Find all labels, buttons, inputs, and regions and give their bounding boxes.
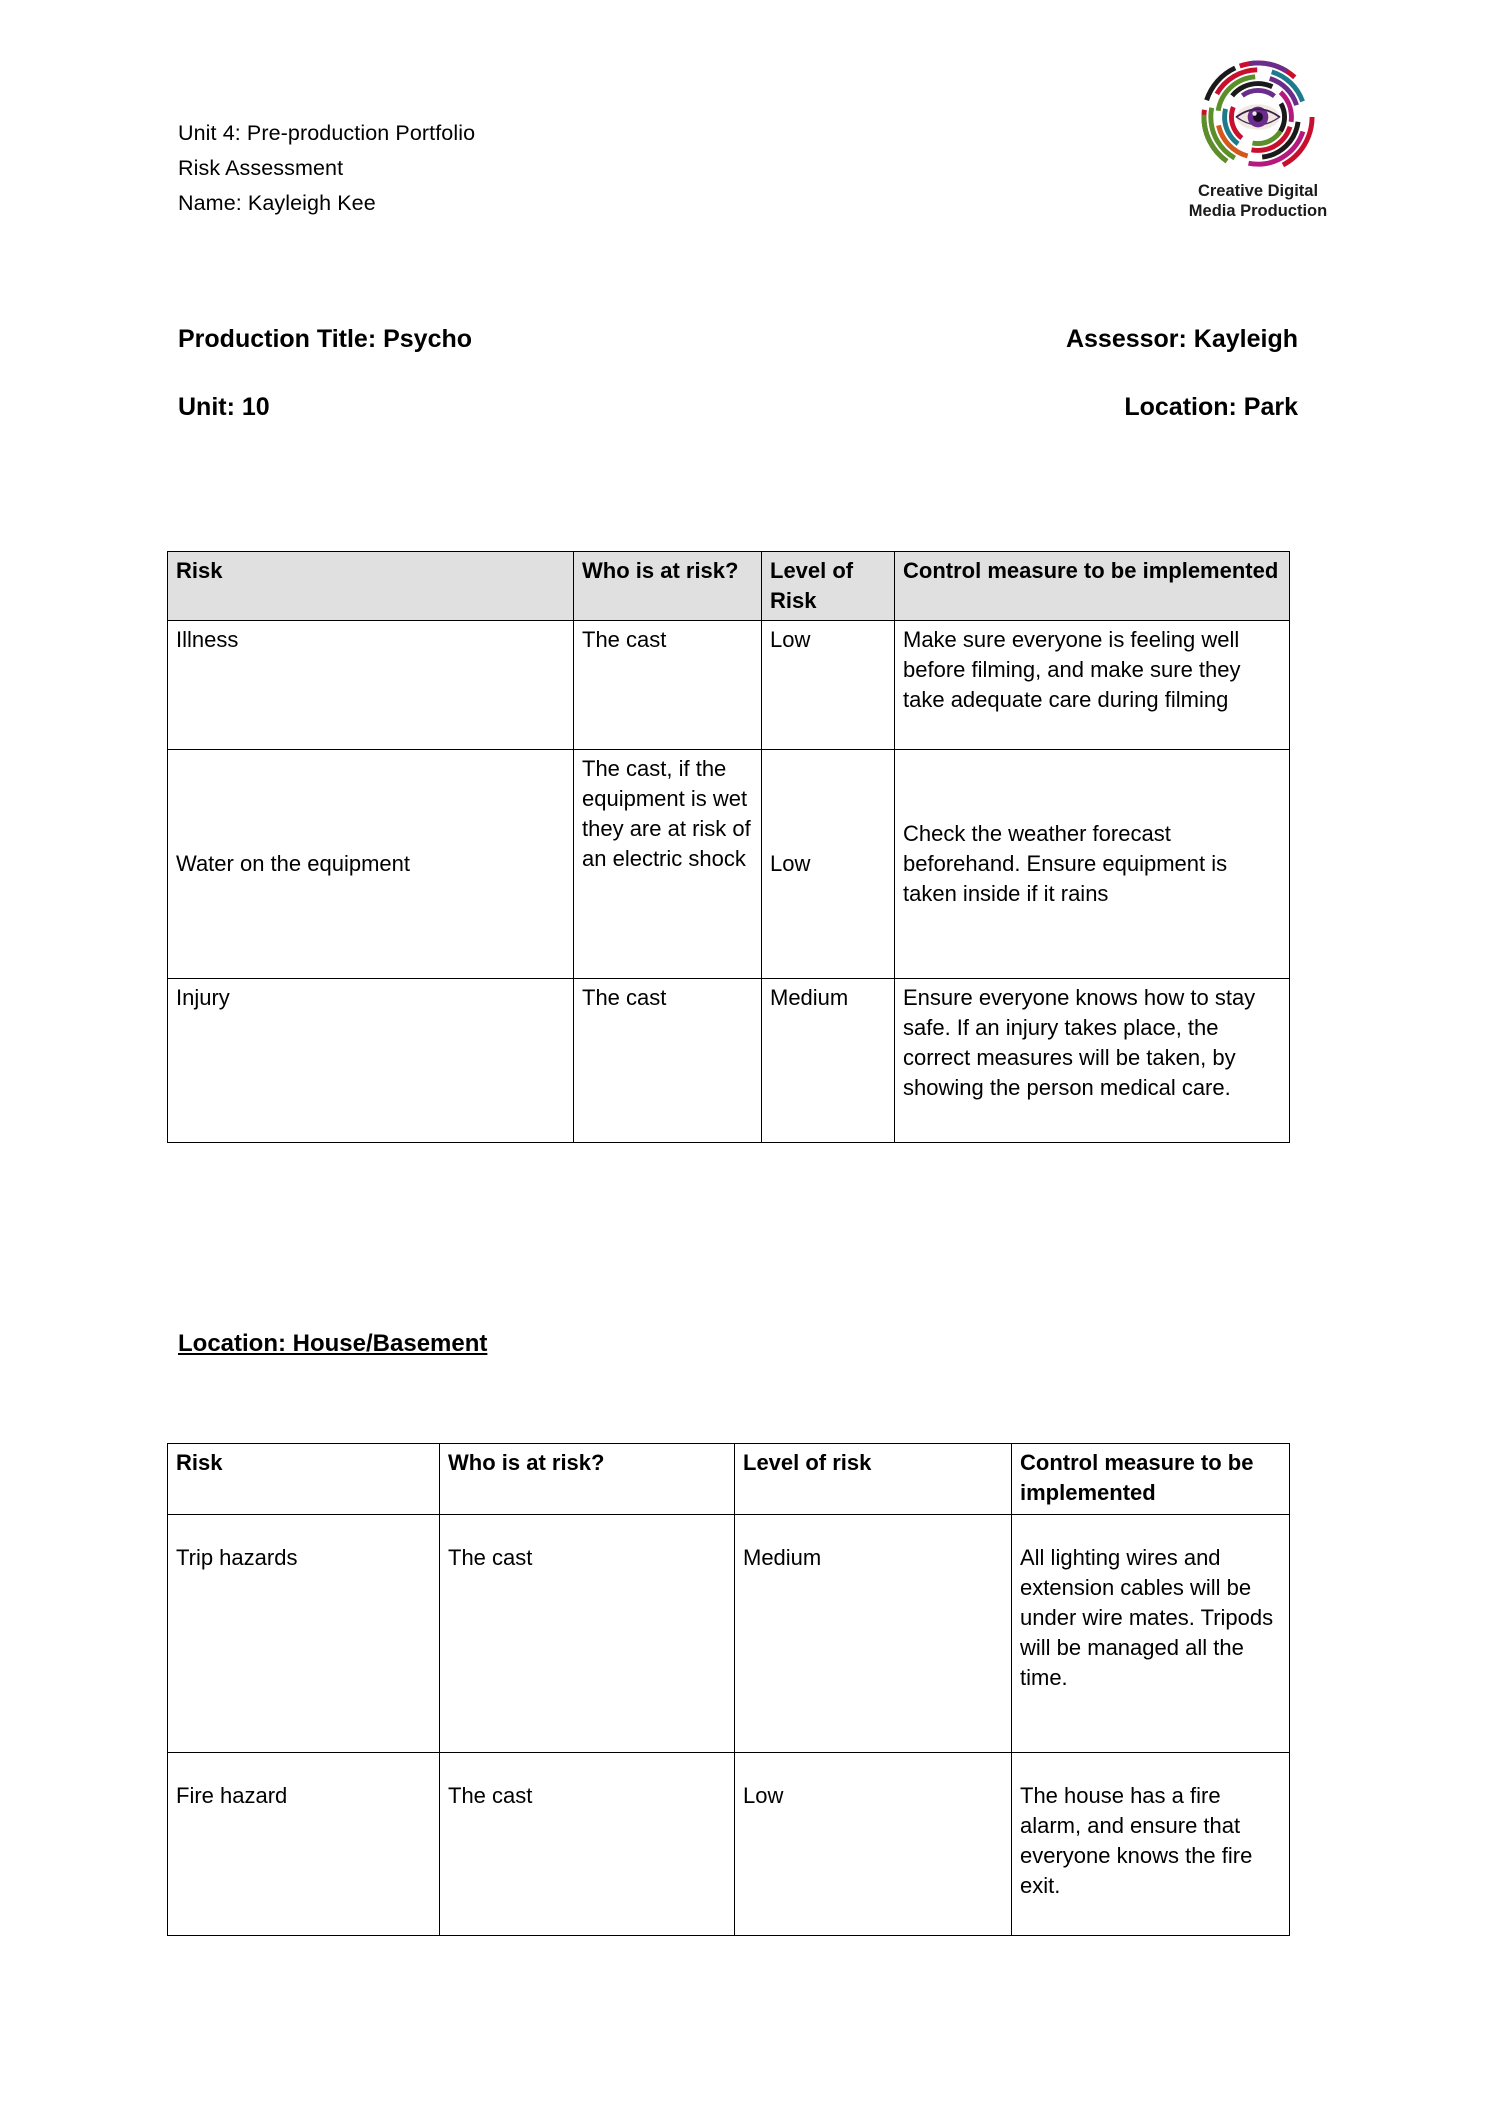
table-header-row xyxy=(168,1444,1290,1515)
cell-level: Medium xyxy=(735,1515,1012,1753)
brand-logo xyxy=(1163,58,1353,221)
column-header-control: Control measure to be implemented xyxy=(1012,1444,1290,1515)
table-row xyxy=(168,1753,1290,1936)
cell-level: Low xyxy=(762,750,895,979)
cell-level: Medium xyxy=(762,979,895,1143)
section-heading-house-basement: Location: House/Basement xyxy=(178,1330,488,1357)
column-header-risk: Risk xyxy=(168,552,574,621)
logo-caption-line2: Media Production xyxy=(1188,202,1328,220)
production-title: Production Title: Psycho xyxy=(178,325,473,353)
table-row xyxy=(168,1515,1290,1753)
cell-risk: Water on the equipment xyxy=(168,750,574,979)
risk-table-house-basement xyxy=(167,1443,1290,1936)
cell-control: All lighting wires and extension cables will be under wire mates. Tripods will be managed all the time. xyxy=(1012,1515,1290,1753)
cell-who: The cast xyxy=(440,1753,735,1936)
unit-number: Unit: 10 xyxy=(178,393,270,421)
column-header-risk: Risk xyxy=(168,1444,440,1515)
column-header-who: Who is at risk? xyxy=(440,1444,735,1515)
cell-who: The cast xyxy=(574,621,762,750)
creative-eye-spiral-icon xyxy=(1199,58,1317,176)
table-row xyxy=(168,750,1290,979)
location-park: Location: Park xyxy=(1124,393,1298,421)
cell-control: Check the weather forecast beforehand. Ensure equipment is taken inside if it rains xyxy=(895,750,1290,979)
cell-who: The cast xyxy=(440,1515,735,1753)
logo-caption-line1: Creative Digital xyxy=(1197,182,1319,200)
column-header-level: Level of risk xyxy=(735,1444,1012,1515)
table-header-row xyxy=(168,552,1290,621)
header-unit-line: Unit 4: Pre-production Portfolio xyxy=(178,121,476,145)
cell-control: Make sure everyone is feeling well before filming, and make sure they take adequate care during filming xyxy=(895,621,1290,750)
cell-risk: Trip hazards xyxy=(168,1515,440,1753)
table-row xyxy=(168,621,1290,750)
logo-caption xyxy=(1163,181,1353,221)
risk-table-park xyxy=(167,551,1290,1143)
cell-risk: Fire hazard xyxy=(168,1753,440,1936)
column-header-who: Who is at risk? xyxy=(574,552,762,621)
header-assessment-line: Risk Assessment xyxy=(178,156,344,180)
cell-who: The cast, if the equipment is wet they are at risk of an electric shock xyxy=(574,750,762,979)
assessor-name: Assessor: Kayleigh xyxy=(1065,325,1298,353)
column-header-control: Control measure to be implemented xyxy=(895,552,1290,621)
table-row xyxy=(168,979,1290,1143)
production-meta-row-2 xyxy=(178,393,1298,422)
cell-level: Low xyxy=(762,621,895,750)
cell-control: Ensure everyone knows how to stay safe. If an injury takes place, the correct measures will be taken, by showing the person medical care. xyxy=(895,979,1290,1143)
production-meta-row-1 xyxy=(178,325,1298,354)
cell-level: Low xyxy=(735,1753,1012,1936)
header-name-line: Name: Kayleigh Kee xyxy=(178,191,376,215)
cell-who: The cast xyxy=(574,979,762,1143)
cell-risk: Injury xyxy=(168,979,574,1143)
document-header xyxy=(178,116,475,221)
column-header-level: Level of Risk xyxy=(762,552,895,621)
cell-control: The house has a fire alarm, and ensure that everyone knows the fire exit. xyxy=(1012,1753,1290,1936)
cell-risk: Illness xyxy=(168,621,574,750)
